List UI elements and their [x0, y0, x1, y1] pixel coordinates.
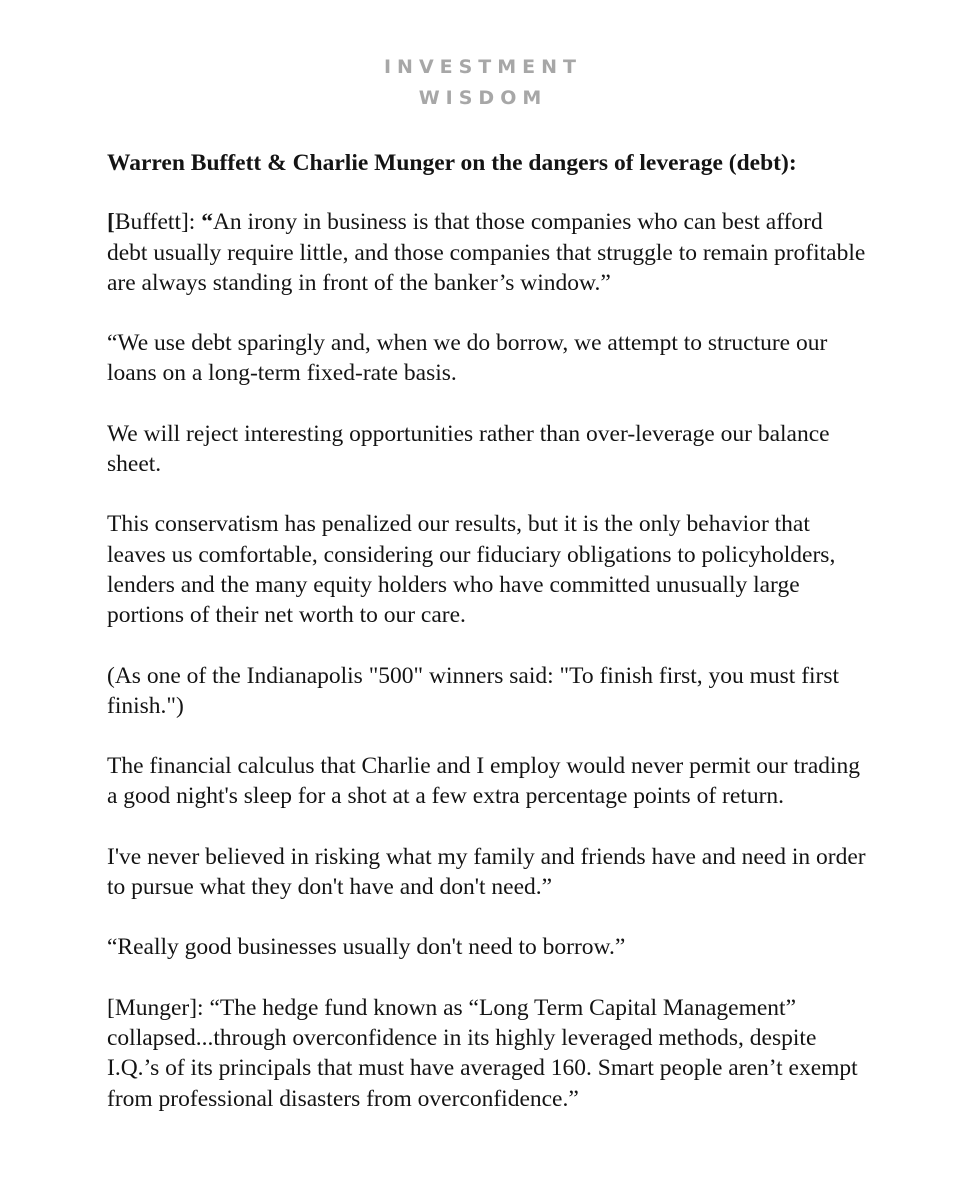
article-body	[107, 148, 867, 1144]
quote-paragraph: We will reject interesting opportunities rather than over-leverage our balance sheet.	[107, 420, 830, 478]
quote-paragraph: “We use debt sparingly and, when we do borrow, we attempt to structure our loans on a long-term fixed-rate basis.	[107, 330, 828, 387]
open-quote: “	[201, 209, 213, 236]
speaker-label: Buffett]:	[114, 209, 202, 236]
article-heading: Warren Buffett & Charlie Munger on the dangers of leverage (debt):	[107, 150, 797, 176]
quote-paragraph: (As one of the Indianapolis "500" winners said: "To finish first, you must first finish.")	[107, 662, 840, 719]
quote-text: An irony in business is that those companies who can best afford debt usually require little, and those companies that struggle to remain profitable are always standing in front of the banker’s window.”	[107, 209, 866, 296]
quote-paragraph-buffett-intro	[107, 207, 867, 298]
quote-paragraph-munger: [Munger]: “The hedge fund known as “Long Term Capital Management” collapsed...through overconfidence in its highly leveraged methods, despite I.Q.’s of its principals that must have averaged 160. Smart people aren’t exempt from professional disasters from overconfidence.”	[107, 994, 858, 1112]
brand-line-1: INVESTMENT	[383, 56, 583, 78]
quote-paragraph: “Really good businesses usually don't need to borrow.”	[107, 934, 626, 961]
quote-paragraph: The financial calculus that Charlie and I employ would never permit our trading a good night's sleep for a shot at a few extra percentage points of return.	[107, 753, 861, 810]
quote-paragraph: This conservatism has penalized our results, but it is the only behavior that leaves us comfortable, considering our fiduciary obligations to policyholders, lenders and the many equity holders who have committed unusually large portions of their net worth to our care.	[107, 511, 836, 629]
brand-line-2: WISDOM	[418, 87, 548, 109]
open-bracket: [	[107, 209, 115, 236]
brand-logo	[0, 52, 960, 114]
quote-paragraph: I've never believed in risking what my family and friends have and need in order to pursue what they don't have and don't need.”	[107, 843, 866, 901]
